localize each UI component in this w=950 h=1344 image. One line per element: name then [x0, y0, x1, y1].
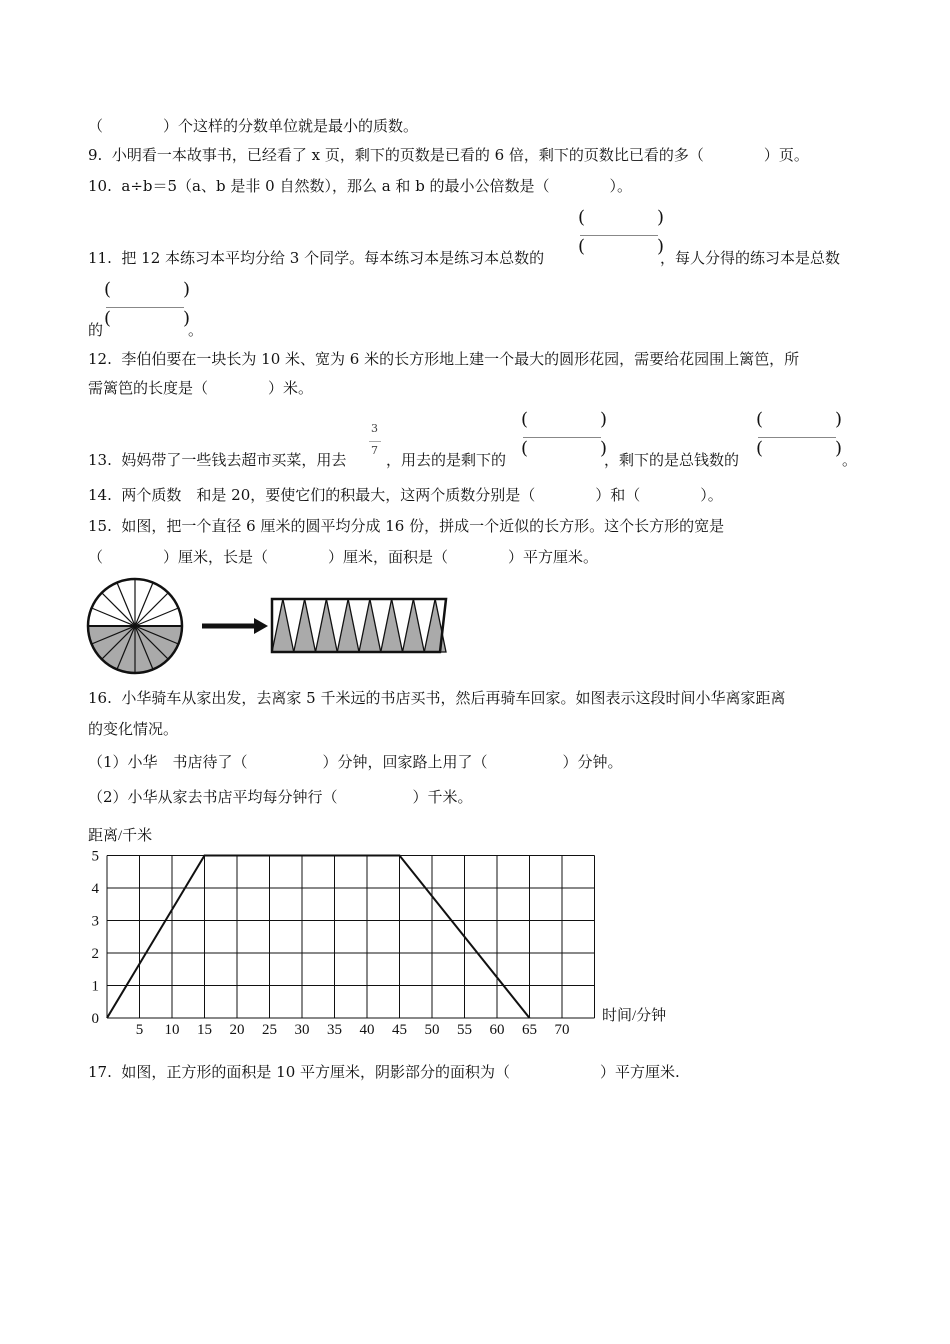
y-tick-label: 3: [91, 913, 99, 930]
y-tick-label: 5: [91, 848, 99, 865]
sector-shaded: [294, 599, 316, 652]
q13-numerator: 3: [371, 422, 378, 435]
fraction-denominator-blank[interactable]: ( ): [521, 438, 608, 459]
x-tick-label: 5: [135, 1022, 144, 1038]
q13-text-c: ，剩下的是总钱数的: [604, 451, 740, 469]
x-axis-label: 时间/分钟: [602, 1008, 667, 1024]
x-tick-label: 55: [457, 1022, 472, 1038]
y-tick-label: 2: [91, 946, 99, 962]
q15-text-b: （ ）厘米，长是（ ）厘米，面积是（ ）平方厘米。: [88, 548, 599, 566]
fraction-numerator-blank[interactable]: ( ): [104, 279, 191, 300]
sector-shaded: [359, 599, 381, 652]
y-axis-label: 距离/千米: [88, 828, 153, 844]
q16-text-b: 的变化情况。: [88, 720, 179, 738]
q13-text-a: 13. 妈妈带了一些钱去超市买菜，用去: [88, 451, 347, 469]
fraction-denominator-blank[interactable]: ( ): [756, 438, 843, 459]
fraction-denominator-blank[interactable]: ( ): [104, 308, 191, 329]
x-tick-label: 10: [164, 1022, 180, 1038]
q13-fraction-2[interactable]: [756, 408, 843, 468]
q17-text: 17. 如图，正方形的面积是 10 平方厘米，阴影部分的面积为（ ）平方厘米.: [88, 1063, 680, 1081]
sector-line: [135, 593, 168, 626]
q13-denominator: 7: [371, 444, 378, 457]
sector-shaded: [272, 599, 294, 652]
x-tick-label: 40: [359, 1022, 375, 1038]
distance-line: [107, 856, 530, 1019]
fraction-numerator-blank[interactable]: ( ): [756, 409, 843, 430]
x-tick-label: 25: [262, 1022, 277, 1038]
q9-text: 9. 小明看一本故事书，已经看了 x 页，剩下的页数是已看的 6 倍，剩下的页数比已看的多（ ）页。: [88, 146, 809, 164]
chart-grid: [107, 856, 595, 1019]
q11-text-b: ，每人分得的练习本是总数: [660, 249, 841, 267]
sector-shaded: [403, 599, 425, 652]
q11-text-d: 。: [188, 321, 204, 339]
q12-text-a: 12. 李伯伯要在一块长为 10 米、宽为 6 米的长方形地上建一个最大的圆形花园，需要给花园围上篱笆，所: [88, 350, 800, 368]
y-tick-label: 0: [91, 1011, 99, 1027]
x-tick-label: 60: [489, 1022, 505, 1038]
sector-line: [102, 593, 135, 626]
sector-shaded: [337, 599, 359, 652]
fraction-numerator-blank[interactable]: ( ): [521, 409, 608, 430]
x-tick-label: 30: [294, 1022, 310, 1038]
q10-text: 10. a÷b＝5（a、b 是非 0 自然数），那么 a 和 b 的最小公倍数是（ ）。: [88, 177, 633, 195]
q11-text-c: 的: [88, 321, 104, 339]
chart-series: [107, 856, 530, 1019]
q14-text: 14. 两个质数 和是 20，要使它们的积最大，这两个质数分别是（ ）和（ ）。: [88, 486, 723, 504]
y-tick-label: 1: [91, 978, 99, 995]
x-tick-label: 45: [392, 1022, 407, 1038]
q13-given-fraction: [368, 422, 384, 466]
q16-sub-2: （2）小华从家去书店平均每分钟行（ ）千米。: [88, 788, 473, 806]
x-tick-label: 65: [522, 1022, 537, 1038]
q11-fraction-1[interactable]: [578, 206, 665, 266]
sector-shaded: [316, 599, 338, 652]
x-tick-label: 50: [424, 1022, 440, 1038]
x-tick-label: 15: [197, 1022, 212, 1038]
x-tick-label: 20: [229, 1022, 245, 1038]
q15-text-a: 15. 如图，把一个直径 6 厘米的圆平均分成 16 份，拼成一个近似的长方形。这个长方形的宽是: [88, 517, 725, 535]
q12-text-b: 需篱笆的长度是（ ）米。: [88, 379, 314, 397]
q16-sub-1: （1）小华 书店待了（ ）分钟，回家路上用了（ ）分钟。: [88, 753, 623, 771]
x-tick-label: 35: [327, 1022, 342, 1038]
rectangle-sectors: [272, 599, 446, 652]
q16-text-a: 16. 小华骑车从家出发，去离家 5 千米远的书店买书，然后再骑车回家。如图表示这段时间小华离家距离: [88, 689, 786, 707]
q13-text-b: ，用去的是剩下的: [386, 451, 507, 469]
fraction-denominator-blank[interactable]: ( ): [578, 236, 665, 257]
sector-shaded: [381, 599, 403, 652]
y-tick-label: 4: [91, 881, 99, 897]
x-tick-label: 70: [554, 1022, 570, 1038]
distance-time-chart: [84, 820, 684, 1045]
arrow-head-icon: [254, 618, 268, 634]
q15-figure: [84, 576, 454, 680]
fraction-numerator-blank[interactable]: ( ): [578, 207, 665, 228]
q8-tail: （ ）个这样的分数单位就是最小的质数。: [88, 117, 419, 135]
q11-fraction-2[interactable]: [104, 278, 191, 338]
q13-fraction-1[interactable]: [521, 408, 608, 468]
chart-tick-labels: [92, 849, 570, 1039]
q13-text-d: 。: [842, 451, 858, 469]
q11-text-a: 11. 把 12 本练习本平均分给 3 个同学。每本练习本是练习本总数的: [88, 249, 545, 267]
